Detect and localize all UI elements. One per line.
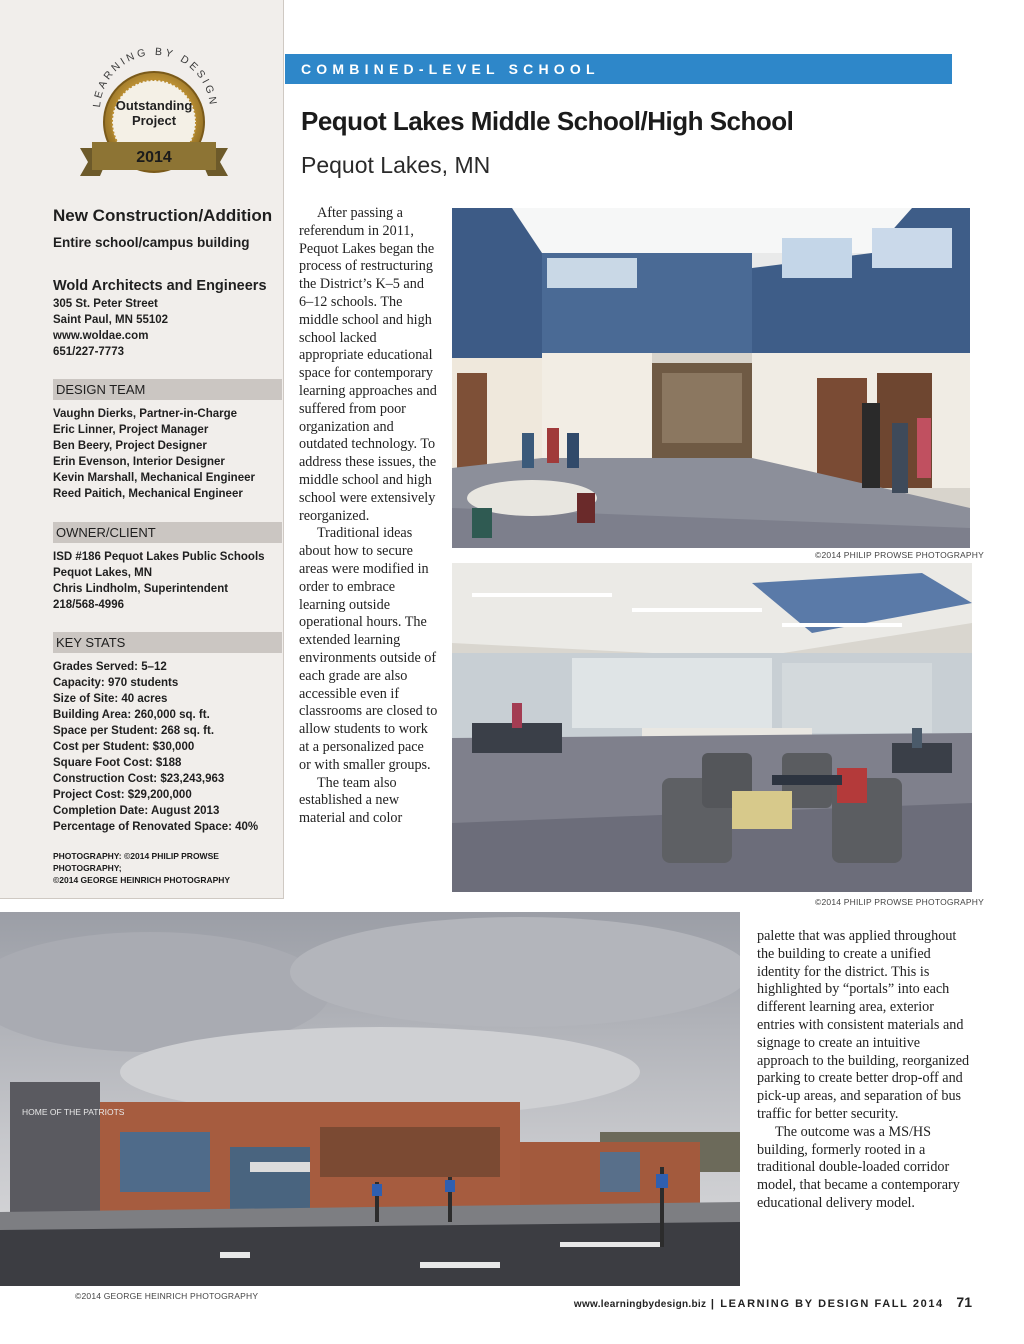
section-banner: [285, 54, 952, 84]
page-number: 71: [956, 1294, 972, 1310]
design-team-heading: DESIGN TEAM: [53, 379, 282, 400]
firm-name: Wold Architects and Engineers: [53, 278, 267, 294]
photo-credit-line: PHOTOGRAPHY: ©2014 PHILIP PROWSE PHOTOGRAPHY;: [53, 851, 219, 873]
owner-heading: OWNER/CLIENT: [53, 522, 282, 543]
photo-credit-interior1: ©2014 PHILIP PROWSE PHOTOGRAPHY: [815, 550, 984, 560]
key-stats-list: [53, 659, 279, 835]
article-column-2: [757, 928, 972, 1213]
badge-arc-text: LEARNING BY DESIGN: [90, 45, 220, 109]
photo-credit-exterior: ©2014 GEORGE HEINRICH PHOTOGRAPHY: [75, 1291, 259, 1301]
owner-line: 218/568-4996: [53, 599, 124, 611]
stat-line: Building Area: 260,000 sq. ft.: [53, 709, 210, 721]
owner-line: Chris Lindholm, Superintendent: [53, 583, 229, 595]
article-paragraph: The outcome was a MS/HS building, formerly rooted in a traditional double-loaded corridor model, that became a contemporary educational delivery model.: [757, 1123, 960, 1211]
badge-line2: Project: [131, 113, 177, 128]
photo-credits: [53, 850, 279, 886]
firm-contact: [53, 296, 279, 360]
photo-credit-line: ©2014 GEORGE HEINRICH PHOTOGRAPHY: [53, 875, 231, 885]
stat-line: Cost per Student: $30,000: [53, 741, 195, 753]
owner-line: ISD #186 Pequot Lakes Public Schools: [53, 551, 265, 563]
project-subcategory: Entire school/campus building: [53, 235, 250, 250]
article-paragraph: The team also established a new material and color: [299, 774, 403, 827]
owner-list: [53, 549, 279, 613]
badge-line1: Outstanding: [115, 98, 193, 113]
outstanding-project-badge: [70, 30, 240, 200]
design-team-list: [53, 406, 279, 502]
exterior-sign: HOME OF THE PATRIOTS: [22, 1107, 125, 1117]
stat-line: Project Cost: $29,200,000: [53, 789, 192, 801]
sidebar: [0, 0, 284, 899]
article-paragraph: After passing a referendum in 2011, Pequot Lakes began the process of restructuring the District’s K–5 and 6–12 schools. The middle school and high school lacked appropriate educational space for contemporary learning approaches and suffered from poor organization and outdated technology. To address these issues, the middle school and high school were extensively reorganized.: [299, 205, 437, 524]
stat-line: Grades Served: 5–12: [53, 661, 167, 673]
design-team-member: Kevin Marshall, Mechanical Engineer: [53, 472, 255, 484]
firm-address: 305 St. Peter Street: [53, 298, 158, 310]
design-team-member: Reed Paitich, Mechanical Engineer: [53, 488, 243, 500]
stat-line: Size of Site: 40 acres: [53, 693, 168, 705]
page-title: Pequot Lakes Middle School/High School: [301, 106, 794, 136]
exterior-photo-school: [0, 912, 740, 1286]
section-label: COMBINED-LEVEL SCHOOL: [301, 61, 600, 77]
project-location: Pequot Lakes, MN: [301, 152, 491, 178]
firm-city: Saint Paul, MN 55102: [53, 314, 169, 326]
interior-photo-learning-area: [452, 563, 972, 892]
design-team-member: Eric Linner, Project Manager: [53, 424, 209, 436]
photo-credit-interior2: ©2014 PHILIP PROWSE PHOTOGRAPHY: [815, 897, 984, 907]
design-team-member: Erin Evenson, Interior Designer: [53, 456, 225, 468]
article-paragraph: Traditional ideas about how to secure areas were modified in order to embrace learning outside operational hours. The extended learning environments outside of each grade are also accessible even if classrooms are closed to allow students to work at a personalized pace or with smaller groups.: [299, 525, 438, 773]
footer-publication: LEARNING BY DESIGN FALL 2014: [720, 1298, 944, 1310]
stat-line: Capacity: 970 students: [53, 677, 179, 689]
stat-line: Construction Cost: $23,243,963: [53, 773, 225, 785]
article-column-1: [299, 205, 439, 828]
project-category: New Construction/Addition: [53, 206, 273, 225]
stat-line: Percentage of Renovated Space: 40%: [53, 821, 259, 833]
design-team-member: Vaughn Dierks, Partner-in-Charge: [53, 408, 238, 420]
key-stats-heading: KEY STATS: [53, 632, 282, 653]
firm-website: www.woldae.com: [53, 330, 149, 342]
article-paragraph: palette that was applied throughout the building to create a unified identity for the district. This is highlighted by “portals” into each different learning area, exterior entries with consistent materials and signage to create an intuitive approach to the building, reorganized parking to create better drop-off and pick-up areas, and separation of bus traffic for better security.: [757, 928, 970, 1122]
stat-line: Space per Student: 268 sq. ft.: [53, 725, 215, 737]
firm-phone: 651/227-7773: [53, 346, 124, 358]
badge-year: 2014: [136, 149, 172, 166]
stat-line: Square Foot Cost: $188: [53, 757, 182, 769]
stat-line: Completion Date: August 2013: [53, 805, 220, 817]
interior-photo-commons: [452, 208, 970, 548]
footer-separator: |: [710, 1298, 716, 1310]
footer-url: www.learningbydesign.biz: [573, 1299, 707, 1310]
design-team-member: Ben Beery, Project Designer: [53, 440, 207, 452]
page-footer: [574, 1294, 972, 1310]
owner-line: Pequot Lakes, MN: [53, 567, 153, 579]
